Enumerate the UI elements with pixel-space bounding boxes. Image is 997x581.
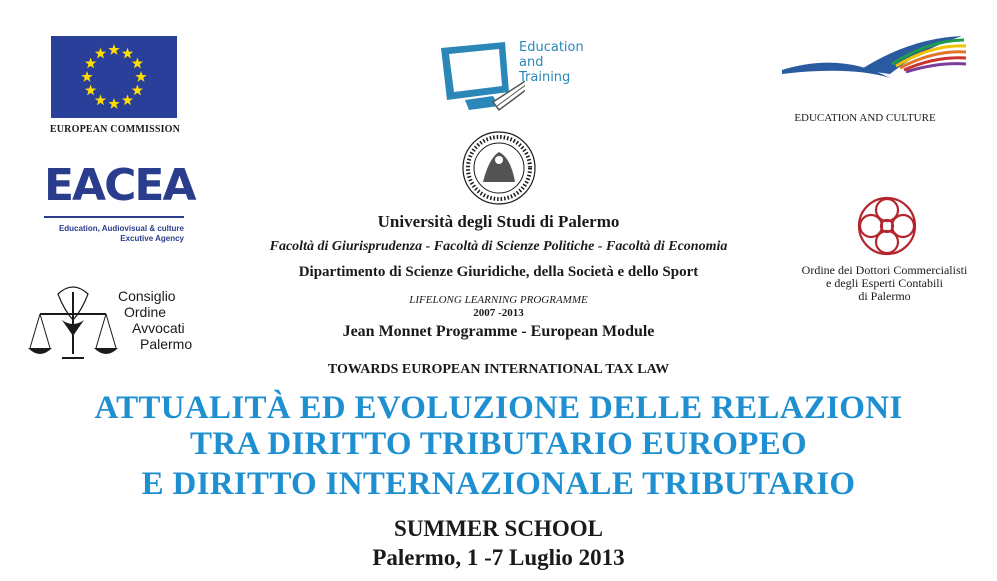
education-training-line-3: Training xyxy=(519,70,571,85)
swoosh-bird-icon xyxy=(780,30,970,110)
event-dates: Palermo, 1 -7 Luglio 2013 xyxy=(372,545,625,570)
university-seal-icon xyxy=(461,130,537,206)
education-training-line-2: and xyxy=(519,55,544,70)
main-title-line-3: E DIRITTO INTERNAZIONALE TRIBUTARIO xyxy=(141,466,856,502)
towards-subtitle: TOWARDS EUROPEAN INTERNATIONAL TAX LAW xyxy=(327,362,670,377)
education-culture-logo xyxy=(780,30,970,110)
jean-monnet-line: Jean Monnet Programme - European Module xyxy=(342,323,655,340)
education-culture-caption: EDUCATION AND CULTURE xyxy=(794,112,936,124)
eu-caption: EUROPEAN COMMISSION xyxy=(49,124,181,135)
coa-line-2: Ordine xyxy=(124,304,167,320)
department-line: Dipartimento di Scienze Giuridiche, della Società e dello Sport xyxy=(298,264,699,280)
main-title-line-1: ATTUALITÀ ED EVOLUZIONE DELLE RELAZIONI xyxy=(94,390,903,426)
faculties-line: Facoltà di Giurisprudenza - Facoltà di Scienze Politiche - Facoltà di Economia xyxy=(269,239,728,254)
programme-line: LIFELONG LEARNING PROGRAMME xyxy=(409,294,588,306)
university-seal-logo xyxy=(461,130,537,206)
european-commission-flag-logo xyxy=(51,36,177,118)
eacea-subtitle-2: Excutive Agency xyxy=(120,234,184,243)
eacea-logo xyxy=(44,160,195,248)
coa-line-4: Palermo xyxy=(140,336,193,352)
eacea-subtitle-1: Education, Audiovisual & culture xyxy=(58,224,184,233)
coa-line-3: Avvocati xyxy=(132,320,185,336)
programme-years: 2007 -2013 xyxy=(473,307,524,319)
odc-caption-line-2: e degli Esperti Contabili xyxy=(826,276,943,290)
coa-line-1: Consiglio xyxy=(118,288,176,304)
education-training-logo xyxy=(435,40,595,122)
eu-stars-icon xyxy=(51,36,177,118)
university-name: Università degli Studi di Palermo xyxy=(377,212,620,231)
summer-school-label: SUMMER SCHOOL xyxy=(394,516,603,541)
computer-monitor-icon xyxy=(435,40,525,122)
education-training-line-1: Education xyxy=(519,40,584,55)
odc-caption-line-3: di Palermo xyxy=(858,289,911,303)
eacea-wordmark: EACEA xyxy=(44,160,195,211)
main-title-line-2: TRA DIRITTO TRIBUTARIO EUROPEO xyxy=(190,426,807,462)
odc-caption-line-1: Ordine dei Dottori Commercialisti xyxy=(801,263,968,277)
